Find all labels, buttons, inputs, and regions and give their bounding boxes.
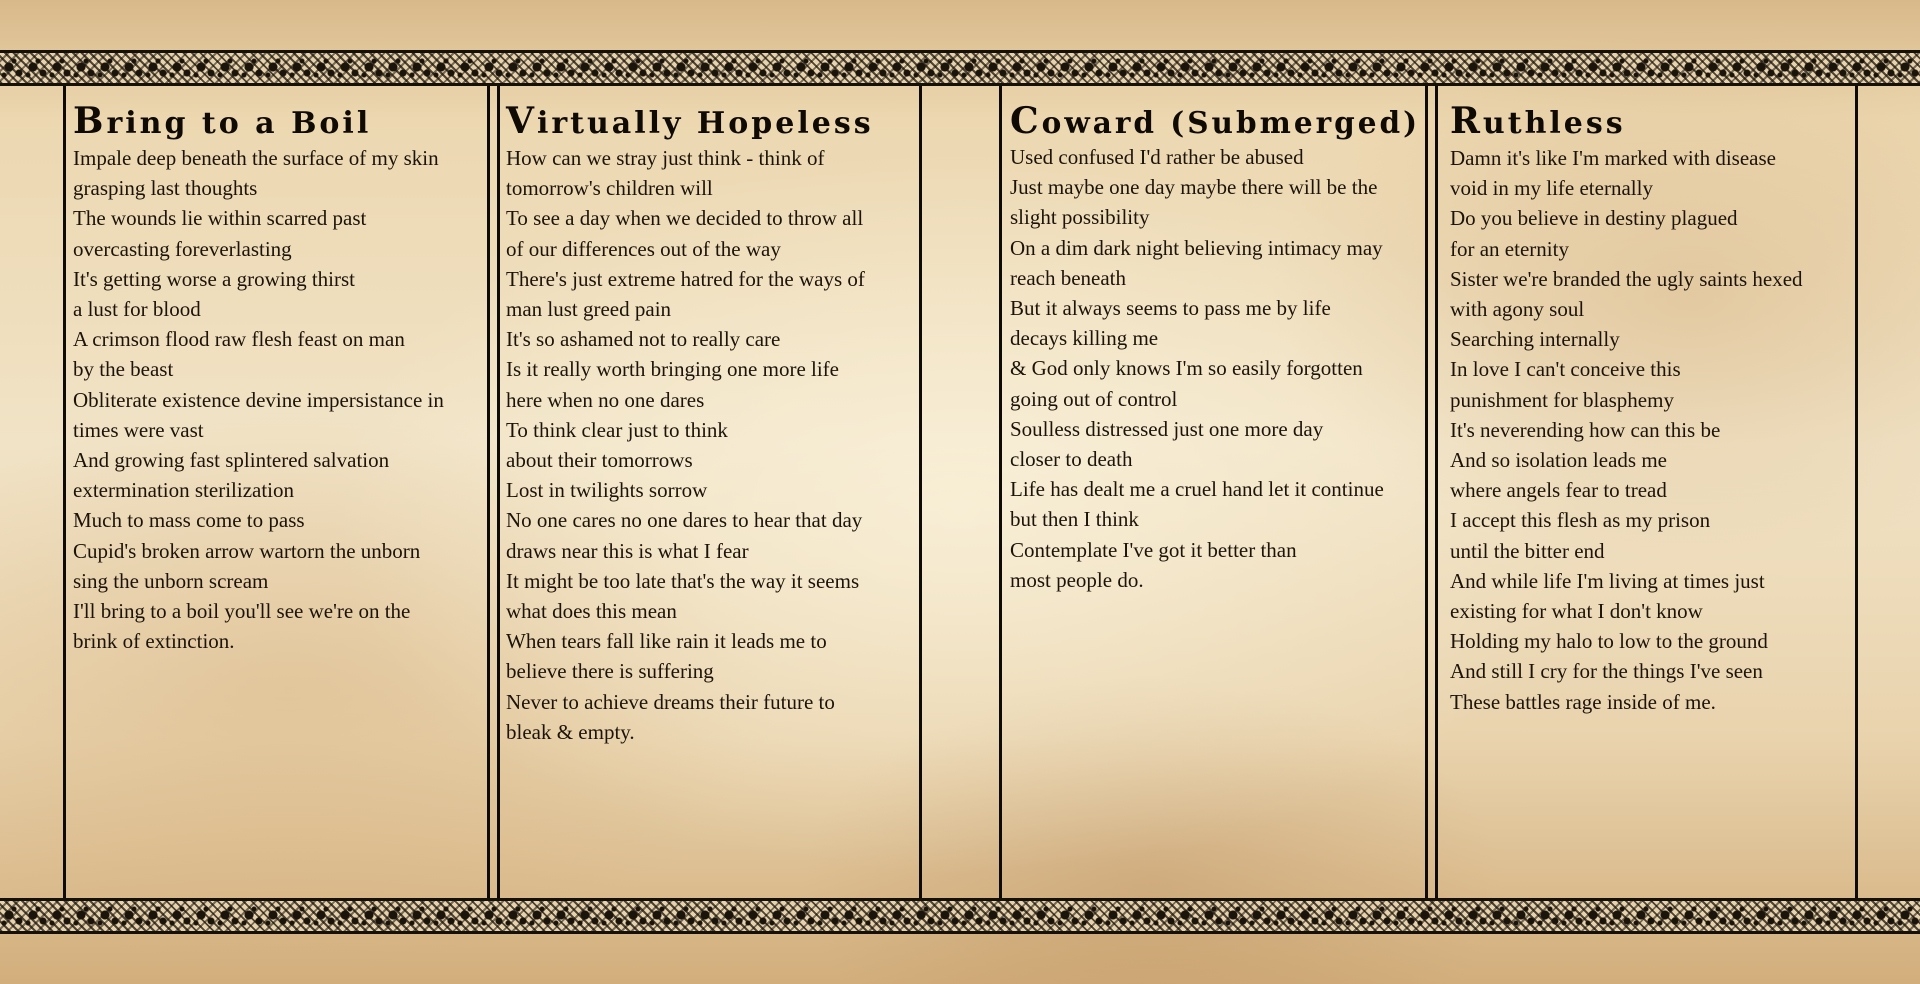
- lyric-line: I accept this flesh as my prison: [1450, 508, 1711, 533]
- lyrics-list: [1450, 143, 1850, 717]
- lyric-line: here when no one dares: [506, 387, 705, 412]
- lyric-line: closer to death: [1010, 447, 1133, 472]
- column-divider: [487, 86, 490, 898]
- lyric-line: most people do.: [1010, 567, 1144, 592]
- lyrics-list: [506, 143, 906, 747]
- lyric-line: Lost in twilights sorrow: [506, 478, 708, 503]
- lyric-line: Sister we're branded the ugly saints hexed: [1450, 266, 1803, 291]
- lyric-line: Never to achieve dreams their future to: [506, 689, 835, 714]
- lyric-line: Life has dealt me a cruel hand let it continue: [1010, 477, 1384, 502]
- lyric-line: & God only knows I'm so easily forgotten: [1010, 356, 1363, 381]
- lyric-line: of our differences out of the way: [506, 236, 781, 261]
- column-divider: [999, 86, 1002, 898]
- column-divider: [1425, 86, 1428, 898]
- lyric-line: brink of extinction.: [73, 629, 235, 654]
- lyric-line: It might be too late that's the way it seems: [506, 568, 860, 593]
- lyric-line: No one cares no one dares to hear that day: [506, 508, 863, 533]
- lyric-line: How can we stray just think - think of: [506, 146, 825, 170]
- lyric-line: To think clear just to think: [506, 417, 728, 442]
- lyric-line: about their tomorrows: [506, 448, 693, 473]
- lyric-line: It's so ashamed not to really care: [506, 327, 781, 352]
- lyric-line: existing for what I don't know: [1450, 599, 1703, 624]
- lyric-line: But it always seems to pass me by life: [1010, 296, 1331, 321]
- song-title: Bring to a Boil: [73, 100, 372, 142]
- lyric-line: where angels fear to tread: [1450, 478, 1667, 503]
- lyric-line: by the beast: [73, 357, 174, 382]
- ornamental-border-top: [0, 50, 1920, 86]
- lyric-line: tomorrow's children will: [506, 176, 713, 201]
- lyric-line: And so isolation leads me: [1450, 448, 1667, 473]
- lyric-line: decays killing me: [1010, 326, 1159, 351]
- lyric-line: bleak & empty.: [506, 719, 635, 744]
- lyric-line: man lust greed pain: [506, 297, 672, 322]
- lyric-line: Just maybe one day maybe there will be the: [1010, 175, 1378, 200]
- column-divider: [63, 86, 66, 898]
- lyric-line: Soulless distressed just one more day: [1010, 416, 1324, 441]
- lyric-line: extermination sterilization: [73, 478, 295, 503]
- lyric-line: sing the unborn scream: [73, 568, 269, 593]
- lyric-line: Damn it's like I'm marked with disease: [1450, 146, 1776, 170]
- ornamental-border-bottom: [0, 898, 1920, 934]
- lyric-line: void in my life eternally: [1450, 176, 1653, 201]
- lyric-line: I'll bring to a boil you'll see we're on the: [73, 599, 411, 624]
- lyric-line: Holding my halo to low to the ground: [1450, 629, 1768, 654]
- column-divider: [919, 86, 922, 898]
- lyric-line: Used confused I'd rather be abused: [1010, 145, 1304, 169]
- lyric-line: going out of control: [1010, 386, 1178, 411]
- lyric-line: punishment for blasphemy: [1450, 387, 1674, 412]
- lyric-line: Obliterate existence devine impersistance in: [73, 387, 444, 412]
- lyrics-list: [1010, 142, 1420, 595]
- lyric-line: for an eternity: [1450, 236, 1569, 261]
- lyric-line: grasping last thoughts: [73, 176, 258, 201]
- lyric-line: A crimson flood raw flesh feast on man: [73, 327, 405, 352]
- lyric-line: what does this mean: [506, 599, 677, 624]
- lyrics-column-coward-submerged: [1010, 100, 1421, 595]
- lyric-line: And while life I'm living at times just: [1450, 568, 1765, 593]
- lyric-line: slight possibility: [1010, 205, 1150, 230]
- lyric-line: In love I can't conceive this: [1450, 357, 1681, 382]
- lyric-line: And growing fast splintered salvation: [73, 448, 390, 473]
- lyric-line: There's just extreme hatred for the ways of: [506, 266, 865, 291]
- lyric-line: Contemplate I've got it better than: [1010, 537, 1297, 562]
- lyrics-column-bring-to-a-boil: [73, 100, 483, 656]
- lyric-line: When tears fall like rain it leads me to: [506, 629, 827, 654]
- song-title: Virtually Hopeless: [506, 100, 874, 142]
- lyric-line: believe there is suffering: [506, 659, 714, 684]
- song-title: Ruthless: [1450, 100, 1626, 142]
- lyric-line: On a dim dark night believing intimacy may: [1010, 235, 1383, 260]
- lyric-line: until the bitter end: [1450, 538, 1605, 563]
- lyric-line: To see a day when we decided to throw all: [506, 206, 864, 231]
- lyric-line: reach beneath: [1010, 265, 1127, 290]
- column-divider: [497, 86, 500, 898]
- lyric-line: draws near this is what I fear: [506, 538, 749, 563]
- lyric-line: Is it really worth bringing one more life: [506, 357, 839, 382]
- lyric-line: The wounds lie within scarred past: [73, 206, 367, 231]
- column-divider: [1855, 86, 1858, 898]
- lyric-line: overcasting foreverlasting: [73, 236, 292, 261]
- song-title: Coward (Submerged): [1010, 100, 1421, 142]
- lyric-line: with agony soul: [1450, 297, 1585, 322]
- lyric-line: but then I think: [1010, 507, 1139, 532]
- lyric-line: It's neverending how can this be: [1450, 417, 1721, 442]
- lyric-line: times were vast: [73, 417, 204, 442]
- lyric-line: These battles rage inside of me.: [1450, 689, 1716, 714]
- lyric-line: And still I cry for the things I've seen: [1450, 659, 1763, 684]
- lyrics-list: [73, 143, 483, 656]
- lyric-line: It's getting worse a growing thirst: [73, 266, 355, 291]
- lyric-line: Much to mass come to pass: [73, 508, 305, 533]
- column-divider: [1435, 86, 1438, 898]
- lyric-line: Do you believe in destiny plagued: [1450, 206, 1738, 231]
- lyric-line: Impale deep beneath the surface of my skin: [73, 146, 439, 170]
- lyric-line: Searching internally: [1450, 327, 1620, 352]
- lyric-line: a lust for blood: [73, 297, 201, 322]
- lyric-line: Cupid's broken arrow wartorn the unborn: [73, 538, 421, 563]
- lyrics-column-virtually-hopeless: [506, 100, 906, 747]
- lyrics-column-ruthless: [1450, 100, 1850, 717]
